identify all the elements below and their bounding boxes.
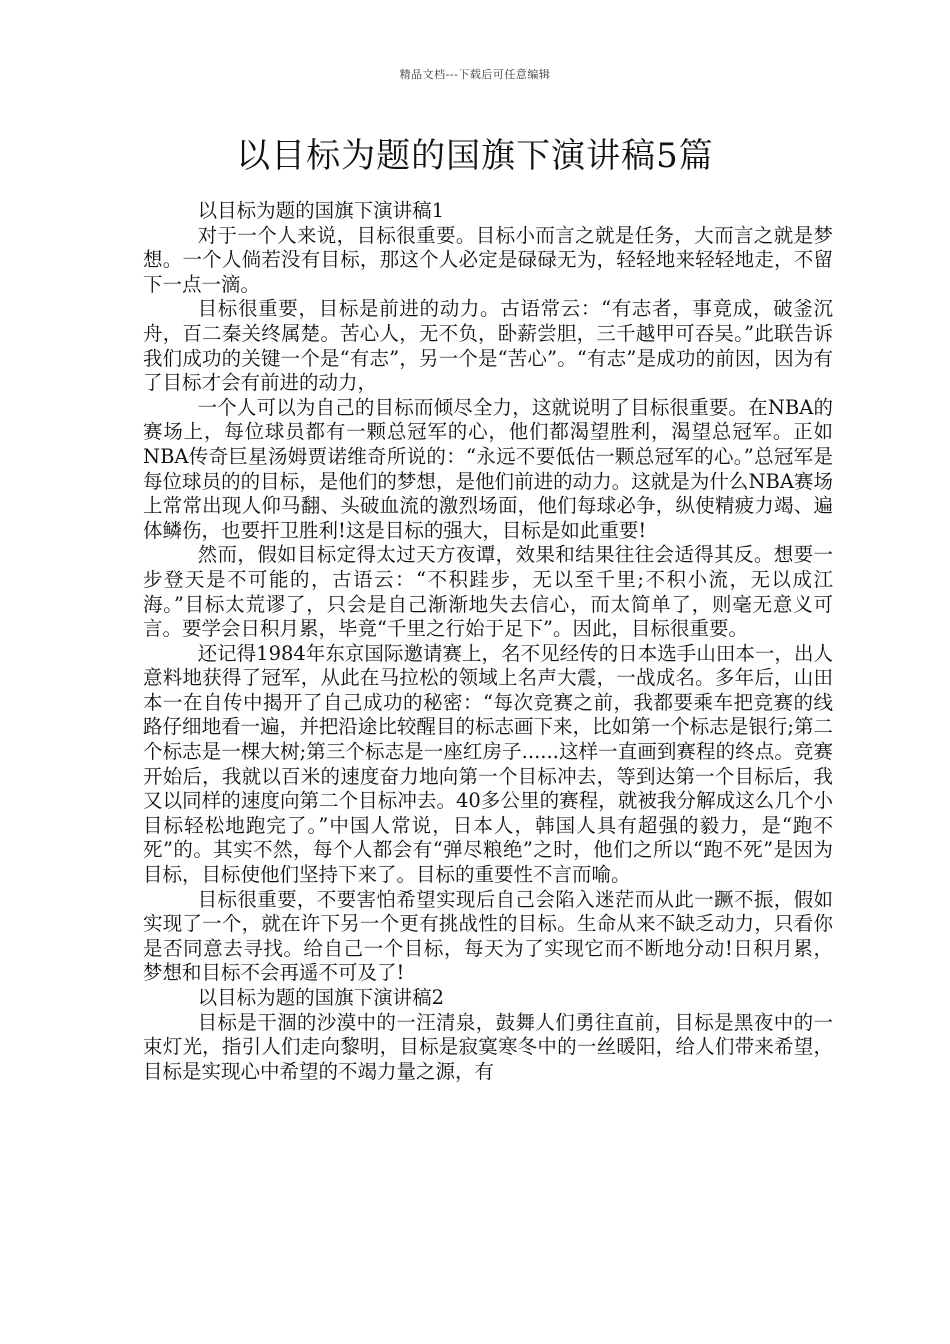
section-heading-2: 以目标为题的国旗下演讲稿2 (197, 986, 445, 1009)
paragraph: 目标很重要，目标是前进的动力。古语常云：“有志者，事竟成，破釜沉舟，百二秦关终属楚。苦心人，无不负，卧薪尝胆，三千越甲可吞吴。”此联告诉我们成功的关键一个是“有志”，另一个是“苦心”。“有志”是成功的前因，因为有了目标才会有前进的动力， (143, 297, 833, 395)
paragraph: 对于一个人来说，目标很重要。目标小而言之就是任务，大而言之就是梦想。一个人倘若没有目标，那这个人必定是碌碌无为，轻轻地来轻轻地走，不留下一点一滴。 (143, 223, 833, 296)
paragraph: 然而，假如目标定得太过天方夜谭，效果和结果往往会适得其反。想要一步登天是不可能的，古语云：“不积跬步，无以至千里;不积小流，无以成江海。”目标太荒谬了，只会是自己渐渐地失去信心，而太简单了，则毫无意义可言。要学会日积月累，毕竟“千里之行始于足下”。因此，目标很重要。 (143, 543, 833, 641)
section-heading-1: 以目标为题的国旗下演讲稿1 (197, 199, 445, 222)
page-title: 以目标为题的国旗下演讲稿5篇 (236, 136, 714, 176)
document-body (143, 199, 833, 1084)
paragraph: 目标是干涸的沙漠中的一汪清泉，鼓舞人们勇往直前，目标是黑夜中的一束灯光，指引人们走向黎明，目标是寂寞寒冬中的一丝暖阳，给人们带来希望，目标是实现心中希望的不竭力量之源，有 (143, 1010, 833, 1083)
paragraph: 一个人可以为自己的目标而倾尽全力，这就说明了目标很重要。在NBA的赛场上，每位球员都有一颗总冠军的心，他们都渴望胜利，渴望总冠军。正如NBA传奇巨星汤姆贾诺维奇所说的：“永远不要低估一颗总冠军的心。”总冠军是每位球员的的目标，是他们的梦想，是他们前进的动力。这就是为什么NBA赛场上常常出现人仰马翻、头破血流的激烈场面，他们每球必争，纵使精疲力竭、遍体鳞伤，也要扞卫胜利!这是目标的强大，目标是如此重要! (143, 395, 833, 542)
paragraph: 目标很重要，不要害怕希望实现后自己会陷入迷茫而从此一蹶不振，假如实现了一个，就在许下另一个更有挑战性的目标。生命从来不缺乏动力，只看你是否同意去寻找。给自己一个目标，每天为了实现它而不断地分动!日积月累，梦想和目标不会再遥不可及了! (143, 887, 833, 985)
paragraph: 还记得1984年东京国际邀请赛上，名不见经传的日本选手山田本一，出人意料地获得了冠军，从此在马拉松的领域上名声大震，一战成名。多年后，山田本一在自传中揭开了自己成功的秘密：“每次竞赛之前，我都要乘车把竞赛的线路仔细地看一遍，并把沿途比较醒目的标志画下来，比如第一个标志是银行;第二个标志是一棵大树;第三个标志是一座红房子......这样一直画到赛程的终点。竞赛开始后，我就以百米的速度奋力地向第一个目标冲去，等到达第一个目标后，我又以同样的速度向第二个目标冲去。40多公里的赛程，就被我分解成这么几个小目标轻松地跑完了。”中国人常说，日本人，韩国人具有超强的毅力，是“跑不死”的。其实不然，每个人都会有“弹尽粮绝”之时，他们之所以“跑不死”是因为目标，目标使他们坚持下来了。目标的重要性不言而喻。 (143, 641, 833, 887)
header-note: 精品文档---下载后可任意编辑 (399, 68, 551, 81)
